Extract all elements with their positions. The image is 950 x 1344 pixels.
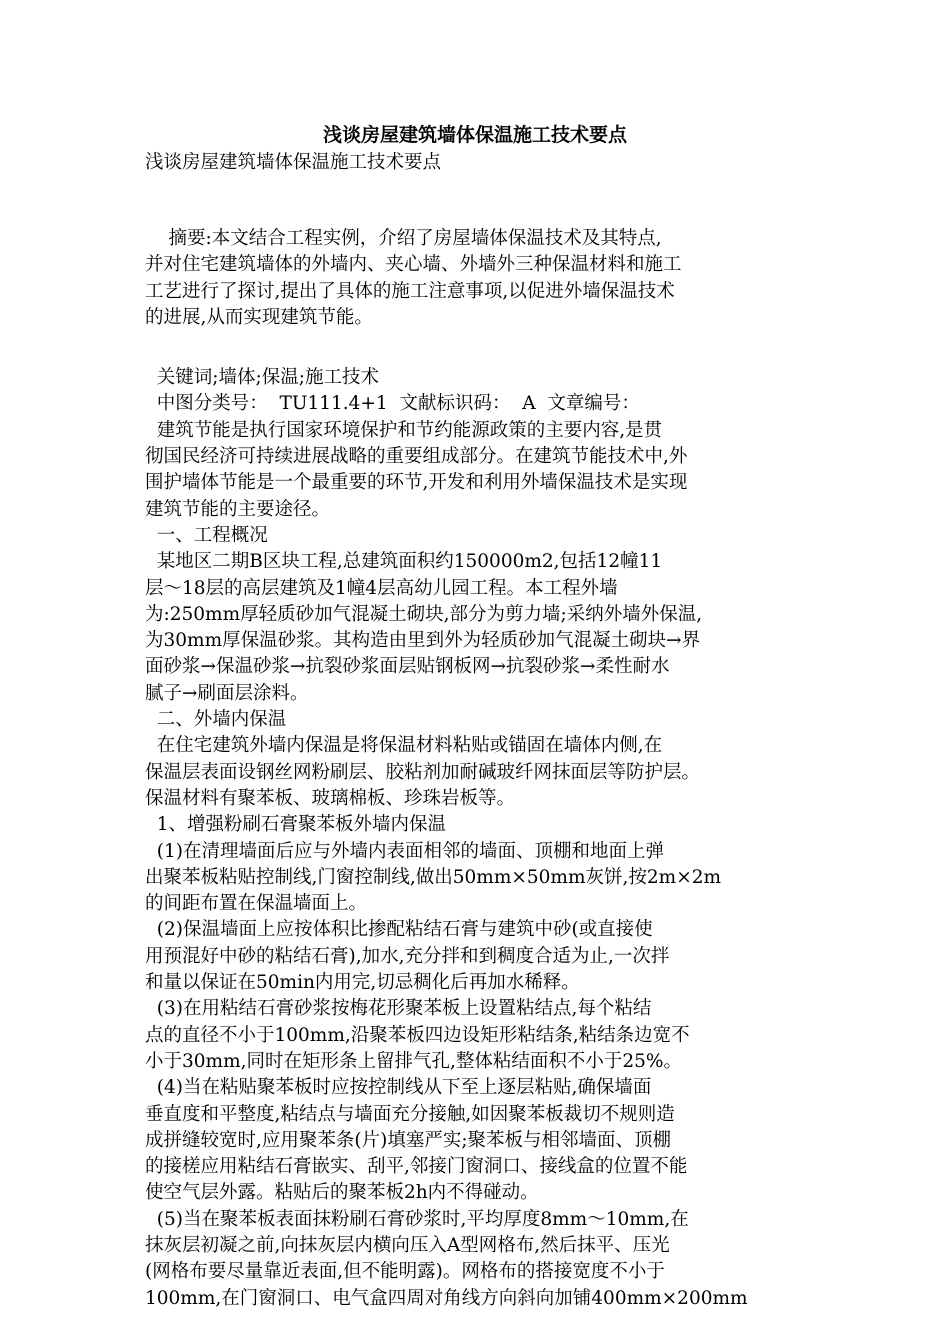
body-line: 小于30mm,同时在矩形条上留排气孔,整体粘结面积不小于25%。	[145, 1050, 683, 1072]
body-line: 彻国民经济可持续进展战略的重要组成部分。在建筑节能技术中,外	[145, 446, 688, 468]
body-line: 某地区二期B区块工程,总建筑面积约150000m2,包括12幢11	[145, 551, 663, 573]
abstract-line: 工艺进行了探讨,提出了具体的施工注意事项,以促进外墙保温技术	[145, 280, 675, 302]
body-line: 成拼缝较宽时,应用聚苯条(片)填塞严实;聚苯板与相邻墙面、顶棚	[145, 1129, 672, 1151]
body-line: 围护墙体节能是一个最重要的环节,开发和利用外墙保温技术是实现	[145, 472, 688, 494]
body-line: 出聚苯板粘贴控制线,门窗控制线,做出50mm×50mm灰饼,按2m×2m	[145, 866, 722, 888]
body-text	[145, 365, 805, 1312]
document-page	[145, 120, 805, 1312]
body-line: 建筑节能的主要途径。	[145, 498, 331, 520]
document-subtitle: 浅谈房屋建筑墙体保温施工技术要点	[145, 152, 442, 173]
body-line: 保温材料有聚苯板、玻璃棉板、珍珠岩板等。	[145, 787, 516, 809]
body-line: 建筑节能是执行国家环境保护和节约能源政策的主要内容,是贯	[145, 419, 663, 441]
body-line: 二、外墙内保温	[145, 709, 287, 731]
abstract-block	[145, 226, 805, 331]
body-line: 为:250mm厚轻质砂加气混凝土砌块,部分为剪力墙;采纳外墙外保温,	[145, 603, 703, 625]
body-line: 和量以保证在50min内用完,切忌稠化后再加水稀释。	[145, 972, 580, 994]
body-line: 垂直度和平整度,粘结点与墙面充分接触,如因聚苯板裁切不规则造	[145, 1103, 675, 1125]
body-line: 保温层表面设钢丝网粉刷层、胶粘剂加耐碱玻纤网抹面层等防护层。	[145, 761, 701, 783]
body-line: 一、工程概况	[145, 524, 268, 546]
abstract-line: 的进展,从而实现建筑节能。	[145, 306, 373, 328]
body-line: 用预混好中砂的粘结石膏),加水,充分拌和到稠度合适为止,一次拌	[145, 945, 670, 967]
abstract-line: 并对住宅建筑墙体的外墙内、夹心墙、外墙外三种保温材料和施工	[145, 254, 682, 276]
body-line: 的间距布置在保温墙面上。	[145, 893, 368, 915]
body-line: 使空气层外露。粘贴后的聚苯板2h内不得碰动。	[145, 1182, 539, 1204]
body-line: (2)保温墙面上应按体积比掺配粘结石膏与建筑中砂(或直接使	[145, 919, 653, 941]
body-line: 1、增强粉刷石膏聚苯板外墙内保温	[145, 814, 447, 836]
body-line: (4)当在粘贴聚苯板时应按控制线从下至上逐层粘贴,确保墙面	[145, 1077, 652, 1099]
body-line: (1)在清理墙面后应与外墙内表面相邻的墙面、顶棚和地面上弹	[145, 840, 664, 862]
document-title: 浅谈房屋建筑墙体保温施工技术要点	[322, 124, 627, 146]
body-line: 的接槎应用粘结石膏嵌实、刮平,邻接门窗洞口、接线盒的位置不能	[145, 1156, 688, 1178]
body-line: 层～18层的高层建筑及1幢4层高幼儿园工程。本工程外墙	[145, 577, 618, 599]
body-line: 腻子→刷面层涂料。	[145, 682, 309, 704]
abstract-line: 摘要:本文结合工程实例，介绍了房屋墙体保温技术及其特点,	[145, 228, 662, 249]
body-line: (3)在用粘结石膏砂浆按梅花形聚苯板上设置粘结点,每个粘结	[145, 998, 652, 1020]
body-line: 为30mm厚保温砂浆。其构造由里到外为轻质砂加气混凝土砌块→界	[145, 630, 701, 652]
body-line: (5)当在聚苯板表面抹粉刷石膏砂浆时,平均厚度8mm～10mm,在	[145, 1208, 689, 1230]
body-line: 中图分类号： TU111.4+1 文献标识码： A 文章编号：	[145, 393, 640, 415]
body-line: 关键词;墙体;保温;施工技术	[145, 367, 379, 389]
body-line: (网格布要尽量靠近表面,但不能明露)。网格布的搭接宽度不小于	[145, 1261, 665, 1283]
body-line: 面砂浆→保温砂浆→抗裂砂浆面层贴钢板网→抗裂砂浆→柔性耐水	[145, 656, 670, 678]
body-line: 点的直径不小于100mm,沿聚苯板四边设矩形粘结条,粘结条边宽不	[145, 1024, 690, 1046]
body-line: 100mm,在门窗洞口、电气盒四周对角线方向斜向加铺400mm×200mm	[145, 1287, 748, 1309]
paragraph-gap	[145, 331, 805, 365]
body-line: 抹灰层初凝之前,向抹灰层内横向压入A型网格布,然后抹平、压光	[145, 1234, 670, 1256]
body-line: 在住宅建筑外墙内保温是将保温材料粘贴或锚固在墙体内侧,在	[145, 735, 663, 757]
